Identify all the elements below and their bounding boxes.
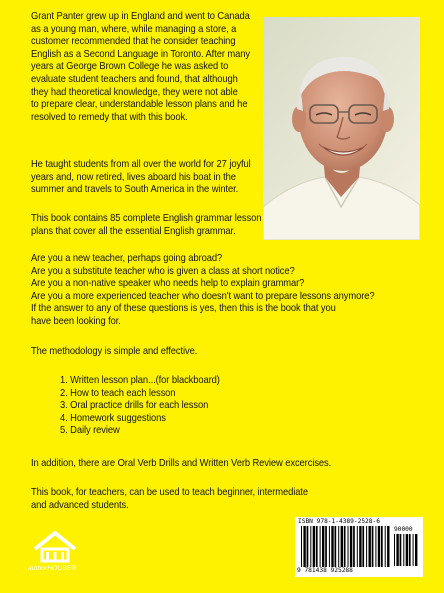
barcode-bar: [372, 526, 374, 567]
audience-paragraph: [31, 487, 308, 512]
contents-line: This book contains 85 complete English grammar lesson: [31, 213, 262, 224]
extras-paragraph: In addition, there are Oral Verb Drills and Written Verb Review excercises.: [31, 458, 332, 469]
barcode-bar: [375, 526, 376, 567]
barcode-bar: [378, 526, 380, 567]
barcode-bar: [409, 534, 411, 566]
barcode-addon-bars: [394, 534, 418, 566]
barcode-bar: [301, 526, 302, 567]
question-line: Are you a non-native speaker who needs help to explain grammar?: [31, 278, 305, 290]
travel-line: summer and travels to South America in the winter.: [31, 184, 239, 196]
author-photo: [263, 17, 420, 240]
bio-line: years at George Brown College he was asked to: [31, 61, 229, 73]
question-line: Are you a more experienced teacher who doesn't want to prepare lessons anymore?: [31, 290, 375, 302]
audience-line: and advanced students.: [31, 499, 129, 511]
barcode-addon-text: 90000: [394, 526, 413, 533]
barcode-bar: [335, 526, 337, 567]
barcode-bar: [344, 526, 346, 567]
barcode-bar: [310, 526, 311, 567]
barcode-bar: [348, 526, 349, 567]
barcode-bar: [359, 526, 361, 567]
isbn-barcode: [295, 517, 423, 577]
barcode-bar: [396, 534, 398, 566]
bio-line: to prepare clear, understandable lesson plans and he: [31, 99, 248, 111]
question-line: Are you a substitute teacher who is given a class at short notice?: [31, 265, 295, 277]
author-travel-paragraph: [31, 159, 251, 197]
barcode-bar: [406, 534, 408, 566]
barcode-bar: [341, 526, 343, 567]
barcode-bars: [301, 526, 391, 567]
bio-line: as a young man, where, while managing a store, a: [31, 23, 237, 35]
barcode-bar: [338, 526, 339, 567]
barcode-bar: [316, 526, 318, 567]
bio-line: they had theoretical knowledge, they were not able: [31, 86, 238, 98]
question-line: Are you a new teacher, perhaps going abroad?: [31, 253, 223, 264]
barcode-bar: [353, 526, 355, 567]
barcode-bar: [403, 534, 404, 566]
methodology-intro: The methodology is simple and effective.: [31, 346, 198, 357]
barcode-bar: [387, 526, 389, 567]
isbn-text: ISBN 978-1-4389-2528-6: [298, 518, 380, 525]
bio-line: Grant Panter grew up in England and went to Canada: [31, 11, 250, 22]
barcode-bar: [400, 534, 402, 566]
ean-text: 9 781438 925288: [297, 567, 353, 574]
methodology-list: [60, 375, 220, 438]
travel-line: He taught students from all over the world for 27 joyful: [31, 159, 251, 170]
barcode-bar: [331, 526, 333, 567]
contents-line: plans that cover all the essential English grammar.: [31, 225, 236, 237]
author-portrait-illustration: [263, 17, 420, 240]
publisher-name: authorHOUSE®: [28, 565, 77, 572]
barcode-bar: [413, 534, 414, 566]
barcode-bar: [350, 526, 352, 567]
barcode-bar: [313, 526, 315, 567]
barcode-bar: [381, 526, 383, 567]
methodology-item: 4. Homework suggestions: [60, 412, 166, 424]
barcode-bar: [385, 526, 386, 567]
author-bio: [31, 11, 250, 124]
bio-line: English as a Second Language in Toronto. After many: [31, 48, 250, 60]
question-line: If the answer to any of these questions is yes, then this is the book that you: [31, 303, 336, 315]
methodology-item: 5. Daily review: [60, 425, 120, 437]
audience-line: This book, for teachers, can be used to teach beginner, intermediate: [31, 487, 309, 498]
barcode-bar: [320, 526, 321, 567]
bio-line: customer recommended that he consider teaching: [31, 36, 236, 48]
barcode-bar: [307, 526, 309, 567]
barcode-bar: [303, 526, 305, 567]
methodology-item: 1. Written lesson plan...(for blackboard): [60, 375, 220, 386]
barcode-bar: [322, 526, 324, 567]
book-contents-paragraph: [31, 213, 261, 238]
barcode-bar: [415, 534, 417, 566]
barcode-bar: [325, 526, 327, 567]
barcode-bar: [362, 526, 364, 567]
barcode-bar: [369, 526, 371, 567]
barcode-bar: [366, 526, 367, 567]
methodology-item: 2. How to teach each lesson: [60, 387, 176, 399]
bio-line: resolved to remedy that with this book.: [31, 111, 188, 123]
barcode-bar: [329, 526, 330, 567]
barcode-bar: [394, 534, 395, 566]
questions-paragraph: [31, 253, 375, 329]
bio-line: evaluate student teachers and found, that although: [31, 73, 238, 85]
barcode-bar: [357, 526, 358, 567]
methodology-item: 3. Oral practice drills for each lesson: [60, 400, 209, 412]
travel-line: years and, now retired, lives aboard his boat in the: [31, 171, 236, 183]
question-line: have been looking for.: [31, 315, 121, 327]
